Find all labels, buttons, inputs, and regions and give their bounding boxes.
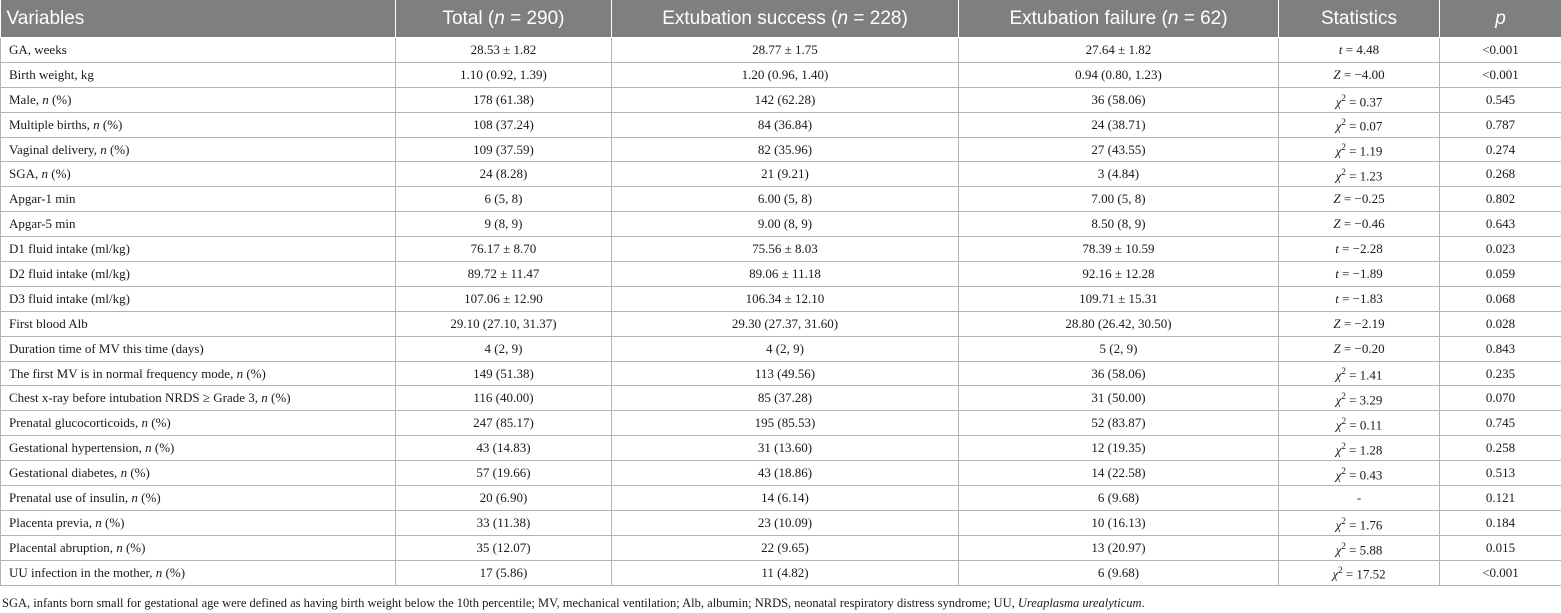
variable-label: GA, weeks [9,41,67,57]
variable-label: UU infection in the mother, [9,564,156,580]
variable-italic: n [95,514,102,530]
cell-p: 0.787 [1440,112,1561,137]
cell-variable [1,112,396,137]
cell-success: 142 (62.28) [612,87,959,112]
cell-failure: 12 (19.35) [959,436,1279,461]
stat-value: = 1.19 [1345,143,1383,159]
stat-superscript: 2 [1341,117,1346,128]
cell-variable [1,461,396,486]
cell-success: 89.06 ± 11.18 [612,262,959,287]
cell-statistics [1279,137,1440,162]
cell-variable [1,38,396,63]
table-row [1,87,1561,112]
table-row [1,62,1561,87]
variable-italic: n [116,539,123,555]
cell-variable [1,486,396,511]
header-total-italic: n [494,7,505,29]
cell-failure: 0.94 (0.80, 1.23) [959,62,1279,87]
cell-success: 195 (85.53) [612,411,959,436]
stat-value: = −1.83 [1338,290,1383,306]
table-row [1,237,1561,262]
table-row [1,38,1561,63]
cell-variable [1,212,396,237]
stat-symbol: t [1335,241,1339,257]
cell-p: 0.121 [1440,486,1561,511]
cell-total: 20 (6.90) [396,486,612,511]
variable-italic: n [42,91,49,107]
stat-superscript: 2 [1341,441,1346,452]
stat-value: = 3.29 [1345,392,1383,408]
variable-label: D1 fluid intake (ml/kg) [9,241,130,257]
stat-symbol: χ [1335,467,1342,483]
variable-italic: n [131,489,138,505]
cell-variable [1,535,396,560]
table-row [1,386,1561,411]
cell-p: 0.545 [1440,87,1561,112]
variable-suffix: (%) [106,141,130,157]
stat-symbol: χ [1335,143,1342,159]
stat-value: = 1.23 [1345,168,1383,184]
variable-italic: n [100,141,107,157]
stat-value: = −0.25 [1340,191,1385,207]
cell-variable [1,560,396,585]
cell-statistics [1279,411,1440,436]
variable-label: D3 fluid intake (ml/kg) [9,290,130,306]
stat-value: = 5.88 [1345,541,1383,557]
cell-p: 0.184 [1440,510,1561,535]
cell-failure: 8.50 (8, 9) [959,212,1279,237]
table-row [1,486,1561,511]
cell-total: 33 (11.38) [396,510,612,535]
cell-p: 0.059 [1440,262,1561,287]
cell-p: 0.235 [1440,361,1561,386]
stat-symbol: Z [1333,191,1341,207]
cell-success: 106.34 ± 12.10 [612,286,959,311]
cell-variable [1,137,396,162]
cell-success: 29.30 (27.37, 31.60) [612,311,959,336]
variable-italic: n [93,116,100,132]
cell-variable [1,162,396,187]
cell-failure: 10 (16.13) [959,510,1279,535]
cell-success: 6.00 (5, 8) [612,187,959,212]
cell-p: 0.802 [1440,187,1561,212]
stat-superscript: 2 [1341,366,1346,377]
table-row [1,137,1561,162]
stat-symbol: χ [1335,442,1342,458]
stat-value: = −4.00 [1340,66,1385,82]
variable-label: Gestational hypertension, [9,440,146,456]
cell-variable [1,286,396,311]
cell-total: 107.06 ± 12.90 [396,286,612,311]
stat-value: = 1.28 [1345,442,1383,458]
cell-p: 0.015 [1440,535,1561,560]
cell-total: 89.72 ± 11.47 [396,262,612,287]
cell-variable [1,311,396,336]
cell-p: 0.268 [1440,162,1561,187]
cell-success: 14 (6.14) [612,486,959,511]
header-p [1440,0,1561,38]
stat-symbol: χ [1335,541,1342,557]
header-success [612,0,959,38]
table-row [1,361,1561,386]
table-row [1,535,1561,560]
variable-label: Duration time of MV this time (days) [9,340,204,356]
cell-success: 1.20 (0.96, 1.40) [612,62,959,87]
variable-italic: n [120,465,128,481]
cell-failure: 27.64 ± 1.82 [959,38,1279,63]
stat-value: = −2.28 [1338,241,1383,257]
cell-variable [1,361,396,386]
cell-p: 0.513 [1440,461,1561,486]
stat-symbol: χ [1335,93,1342,109]
stat-value: = 0.11 [1346,417,1383,433]
cell-statistics [1279,336,1440,361]
stat-value: = 1.41 [1345,367,1383,383]
stat-value: = 0.43 [1345,467,1383,483]
cell-success: 31 (13.60) [612,436,959,461]
stat-symbol: Z [1333,216,1341,232]
header-success-text: Extubation success ( [662,7,838,29]
footnote-end: . [1141,596,1145,610]
stat-symbol: χ [1335,168,1342,184]
cell-success: 43 (18.86) [612,461,959,486]
header-failure [959,0,1279,38]
cell-variable [1,411,396,436]
stat-symbol: χ [1335,392,1342,408]
cell-total: 28.53 ± 1.82 [396,38,612,63]
stat-value: - [1356,489,1362,505]
table-row [1,436,1561,461]
cell-failure: 24 (38.71) [959,112,1279,137]
variable-label: Placenta previa, [9,514,96,530]
stat-symbol: Z [1333,66,1341,82]
cell-failure: 92.16 ± 12.28 [959,262,1279,287]
table-body [1,38,1561,586]
cell-p: 0.023 [1440,237,1561,262]
stat-superscript: 2 [1338,565,1343,576]
cell-total: 149 (51.38) [396,361,612,386]
cell-total: 178 (61.38) [396,87,612,112]
cell-total: 116 (40.00) [396,386,612,411]
cell-p: 0.843 [1440,336,1561,361]
cell-statistics [1279,535,1440,560]
cell-success: 4 (2, 9) [612,336,959,361]
cell-variable [1,237,396,262]
cell-total: 247 (85.17) [396,411,612,436]
table-row [1,311,1561,336]
table-row [1,162,1561,187]
stat-value: = −2.19 [1340,315,1385,331]
stat-value: = 17.52 [1342,566,1386,582]
variable-suffix: (%) [267,390,291,406]
variable-suffix: (%) [48,166,71,182]
stat-symbol: t [1335,290,1339,306]
cell-p: 0.068 [1440,286,1561,311]
table-row [1,262,1561,287]
variable-label: Placental abruption, [9,539,117,555]
table-row [1,461,1561,486]
table-header-row [1,0,1561,38]
cell-total: 24 (8.28) [396,162,612,187]
header-success-italic: n [837,7,849,29]
cell-failure: 78.39 ± 10.59 [959,237,1279,262]
stat-symbol: t [1338,41,1343,57]
cell-failure: 14 (22.58) [959,461,1279,486]
cell-success: 21 (9.21) [612,162,959,187]
variable-italic: n [41,166,49,182]
header-variables-text: Variables [6,7,85,29]
stat-value: = 0.07 [1345,118,1383,134]
variable-italic: n [145,440,152,456]
cell-failure: 28.80 (26.42, 30.50) [959,311,1279,336]
stat-superscript: 2 [1341,515,1346,526]
stat-symbol: χ [1335,417,1342,433]
cell-failure: 52 (83.87) [959,411,1279,436]
variable-label: Prenatal use of insulin, [9,489,132,505]
variable-label: Chest x-ray before intubation NRDS ≥ Grade 3, [9,390,262,406]
footnote-text: SGA, infants born small for gestational age were defined as having birth weight below the 10th percentile; MV, mechanical ventilation; Alb, albumin; NRDS, neonatal respiratory distress syndrome; UU, [2,596,1018,610]
header-statistics [1279,0,1440,38]
cell-variable [1,262,396,287]
table-row [1,112,1561,137]
stat-symbol: Z [1333,340,1341,356]
cell-success: 85 (37.28) [612,386,959,411]
cell-success: 82 (35.96) [612,137,959,162]
cell-p: <0.001 [1440,62,1561,87]
cell-failure: 6 (9.68) [959,486,1279,511]
stat-symbol: t [1335,265,1339,281]
variable-label: Multiple births, [9,116,94,132]
cell-p: 0.258 [1440,436,1561,461]
cell-variable [1,436,396,461]
stat-superscript: 2 [1341,540,1346,551]
cell-success: 113 (49.56) [612,361,959,386]
cell-statistics [1279,212,1440,237]
variable-label: Vaginal delivery, [9,141,101,157]
variable-label: Apgar-5 min [9,216,76,232]
cell-statistics [1279,461,1440,486]
table-row [1,187,1561,212]
header-statistics-text: Statistics [1320,7,1398,29]
cell-statistics [1279,87,1440,112]
cell-p: 0.274 [1440,137,1561,162]
variable-suffix: (%) [48,91,72,107]
cell-total: 109 (37.59) [396,137,612,162]
stat-superscript: 2 [1341,92,1346,103]
stat-superscript: 2 [1341,391,1346,402]
variable-suffix: (%) [101,514,125,530]
variable-suffix: (%) [127,465,150,481]
cell-statistics [1279,386,1440,411]
cell-statistics [1279,560,1440,585]
cell-statistics [1279,510,1440,535]
cell-success: 75.56 ± 8.03 [612,237,959,262]
cell-total: 4 (2, 9) [396,336,612,361]
cell-total: 35 (12.07) [396,535,612,560]
table-row [1,510,1561,535]
header-total [396,0,612,38]
variable-label: First blood Alb [9,315,88,331]
stat-value: = −0.46 [1340,216,1385,232]
cell-success: 28.77 ± 1.75 [612,38,959,63]
cell-p: 0.643 [1440,212,1561,237]
cell-variable [1,187,396,212]
table-row [1,336,1561,361]
table-row [1,212,1561,237]
stat-symbol: χ [1335,118,1342,134]
header-failure-text: Extubation failure ( [1009,7,1168,29]
cell-failure: 5 (2, 9) [959,336,1279,361]
cell-statistics [1279,237,1440,262]
stat-superscript: 2 [1341,167,1346,178]
cell-variable [1,386,396,411]
header-total-suffix: = 290) [504,7,565,29]
cell-variable [1,336,396,361]
header-failure-italic: n [1167,7,1179,29]
stat-symbol: χ [1335,517,1342,533]
cell-variable [1,87,396,112]
cell-failure: 27 (43.55) [959,137,1279,162]
cell-failure: 109.71 ± 15.31 [959,286,1279,311]
table-row [1,411,1561,436]
cell-failure: 31 (50.00) [959,386,1279,411]
variable-label: SGA, [9,166,42,182]
cell-total: 6 (5, 8) [396,187,612,212]
stat-value: = 1.76 [1345,517,1383,533]
variable-italic: n [236,365,244,381]
cell-total: 1.10 (0.92, 1.39) [396,62,612,87]
cell-statistics [1279,311,1440,336]
cell-statistics [1279,286,1440,311]
variable-suffix: (%) [148,415,171,431]
cell-statistics [1279,162,1440,187]
cell-total: 108 (37.24) [396,112,612,137]
header-success-suffix: = 228) [848,7,908,29]
table-footnote [2,596,1145,611]
header-p-italic: p [1495,7,1506,29]
stat-value: = 0.37 [1345,93,1383,109]
stat-symbol: χ [1335,367,1342,383]
cell-failure: 36 (58.06) [959,361,1279,386]
stat-superscript: 2 [1341,142,1346,153]
stat-value: = −1.89 [1338,265,1383,281]
cell-failure: 36 (58.06) [959,87,1279,112]
cell-success: 11 (4.82) [612,560,959,585]
cell-p: <0.001 [1440,560,1561,585]
header-total-text: Total ( [442,7,495,29]
variable-suffix: (%) [122,539,146,555]
cell-variable [1,510,396,535]
cell-failure: 13 (20.97) [959,535,1279,560]
footnote-italic-term: Ureaplasma urealyticum [1017,596,1142,610]
cell-success: 9.00 (8, 9) [612,212,959,237]
stat-value: = −0.20 [1340,340,1385,356]
cell-p: 0.028 [1440,311,1561,336]
table-row [1,560,1561,585]
cell-success: 23 (10.09) [612,510,959,535]
variable-italic: n [141,415,148,431]
variable-italic: n [155,564,163,580]
header-failure-suffix: = 62) [1178,7,1228,29]
cell-statistics [1279,112,1440,137]
cell-total: 57 (19.66) [396,461,612,486]
stat-symbol: Z [1333,315,1341,331]
cell-p: 0.070 [1440,386,1561,411]
cell-total: 29.10 (27.10, 31.37) [396,311,612,336]
variable-label: D2 fluid intake (ml/kg) [9,265,130,281]
cell-total: 17 (5.86) [396,560,612,585]
cell-statistics [1279,38,1440,63]
cell-failure: 7.00 (5, 8) [959,187,1279,212]
cell-total: 43 (14.83) [396,436,612,461]
variable-label: Apgar-1 min [9,191,76,207]
cell-total: 9 (8, 9) [396,212,612,237]
variable-label: Birth weight, kg [9,66,94,82]
table-row [1,286,1561,311]
cell-statistics [1279,436,1440,461]
variable-italic: n [261,390,268,406]
cell-failure: 6 (9.68) [959,560,1279,585]
variable-suffix: (%) [243,365,266,381]
cell-statistics [1279,361,1440,386]
cell-statistics [1279,262,1440,287]
cell-success: 84 (36.84) [612,112,959,137]
variable-suffix: (%) [151,440,175,456]
variable-suffix: (%) [99,116,123,132]
cell-variable [1,62,396,87]
cell-statistics [1279,187,1440,212]
cell-total: 76.17 ± 8.70 [396,237,612,262]
header-variables [1,0,396,38]
cell-p: <0.001 [1440,38,1561,63]
variable-suffix: (%) [137,489,161,505]
variable-suffix: (%) [162,564,186,580]
cell-failure: 3 (4.84) [959,162,1279,187]
cell-statistics [1279,486,1440,511]
cell-statistics [1279,62,1440,87]
variable-label: Male, [9,91,43,107]
variable-label: Prenatal glucocorticoids, [9,415,142,431]
cell-success: 22 (9.65) [612,535,959,560]
variable-label: The first MV is in normal frequency mode, [9,365,237,381]
stat-value: = 4.48 [1342,41,1380,57]
stat-superscript: 2 [1341,465,1346,476]
stat-superscript: 2 [1341,416,1347,427]
variable-label: Gestational diabetes, [9,465,121,481]
stat-symbol: χ [1332,566,1339,582]
cell-p: 0.745 [1440,411,1561,436]
